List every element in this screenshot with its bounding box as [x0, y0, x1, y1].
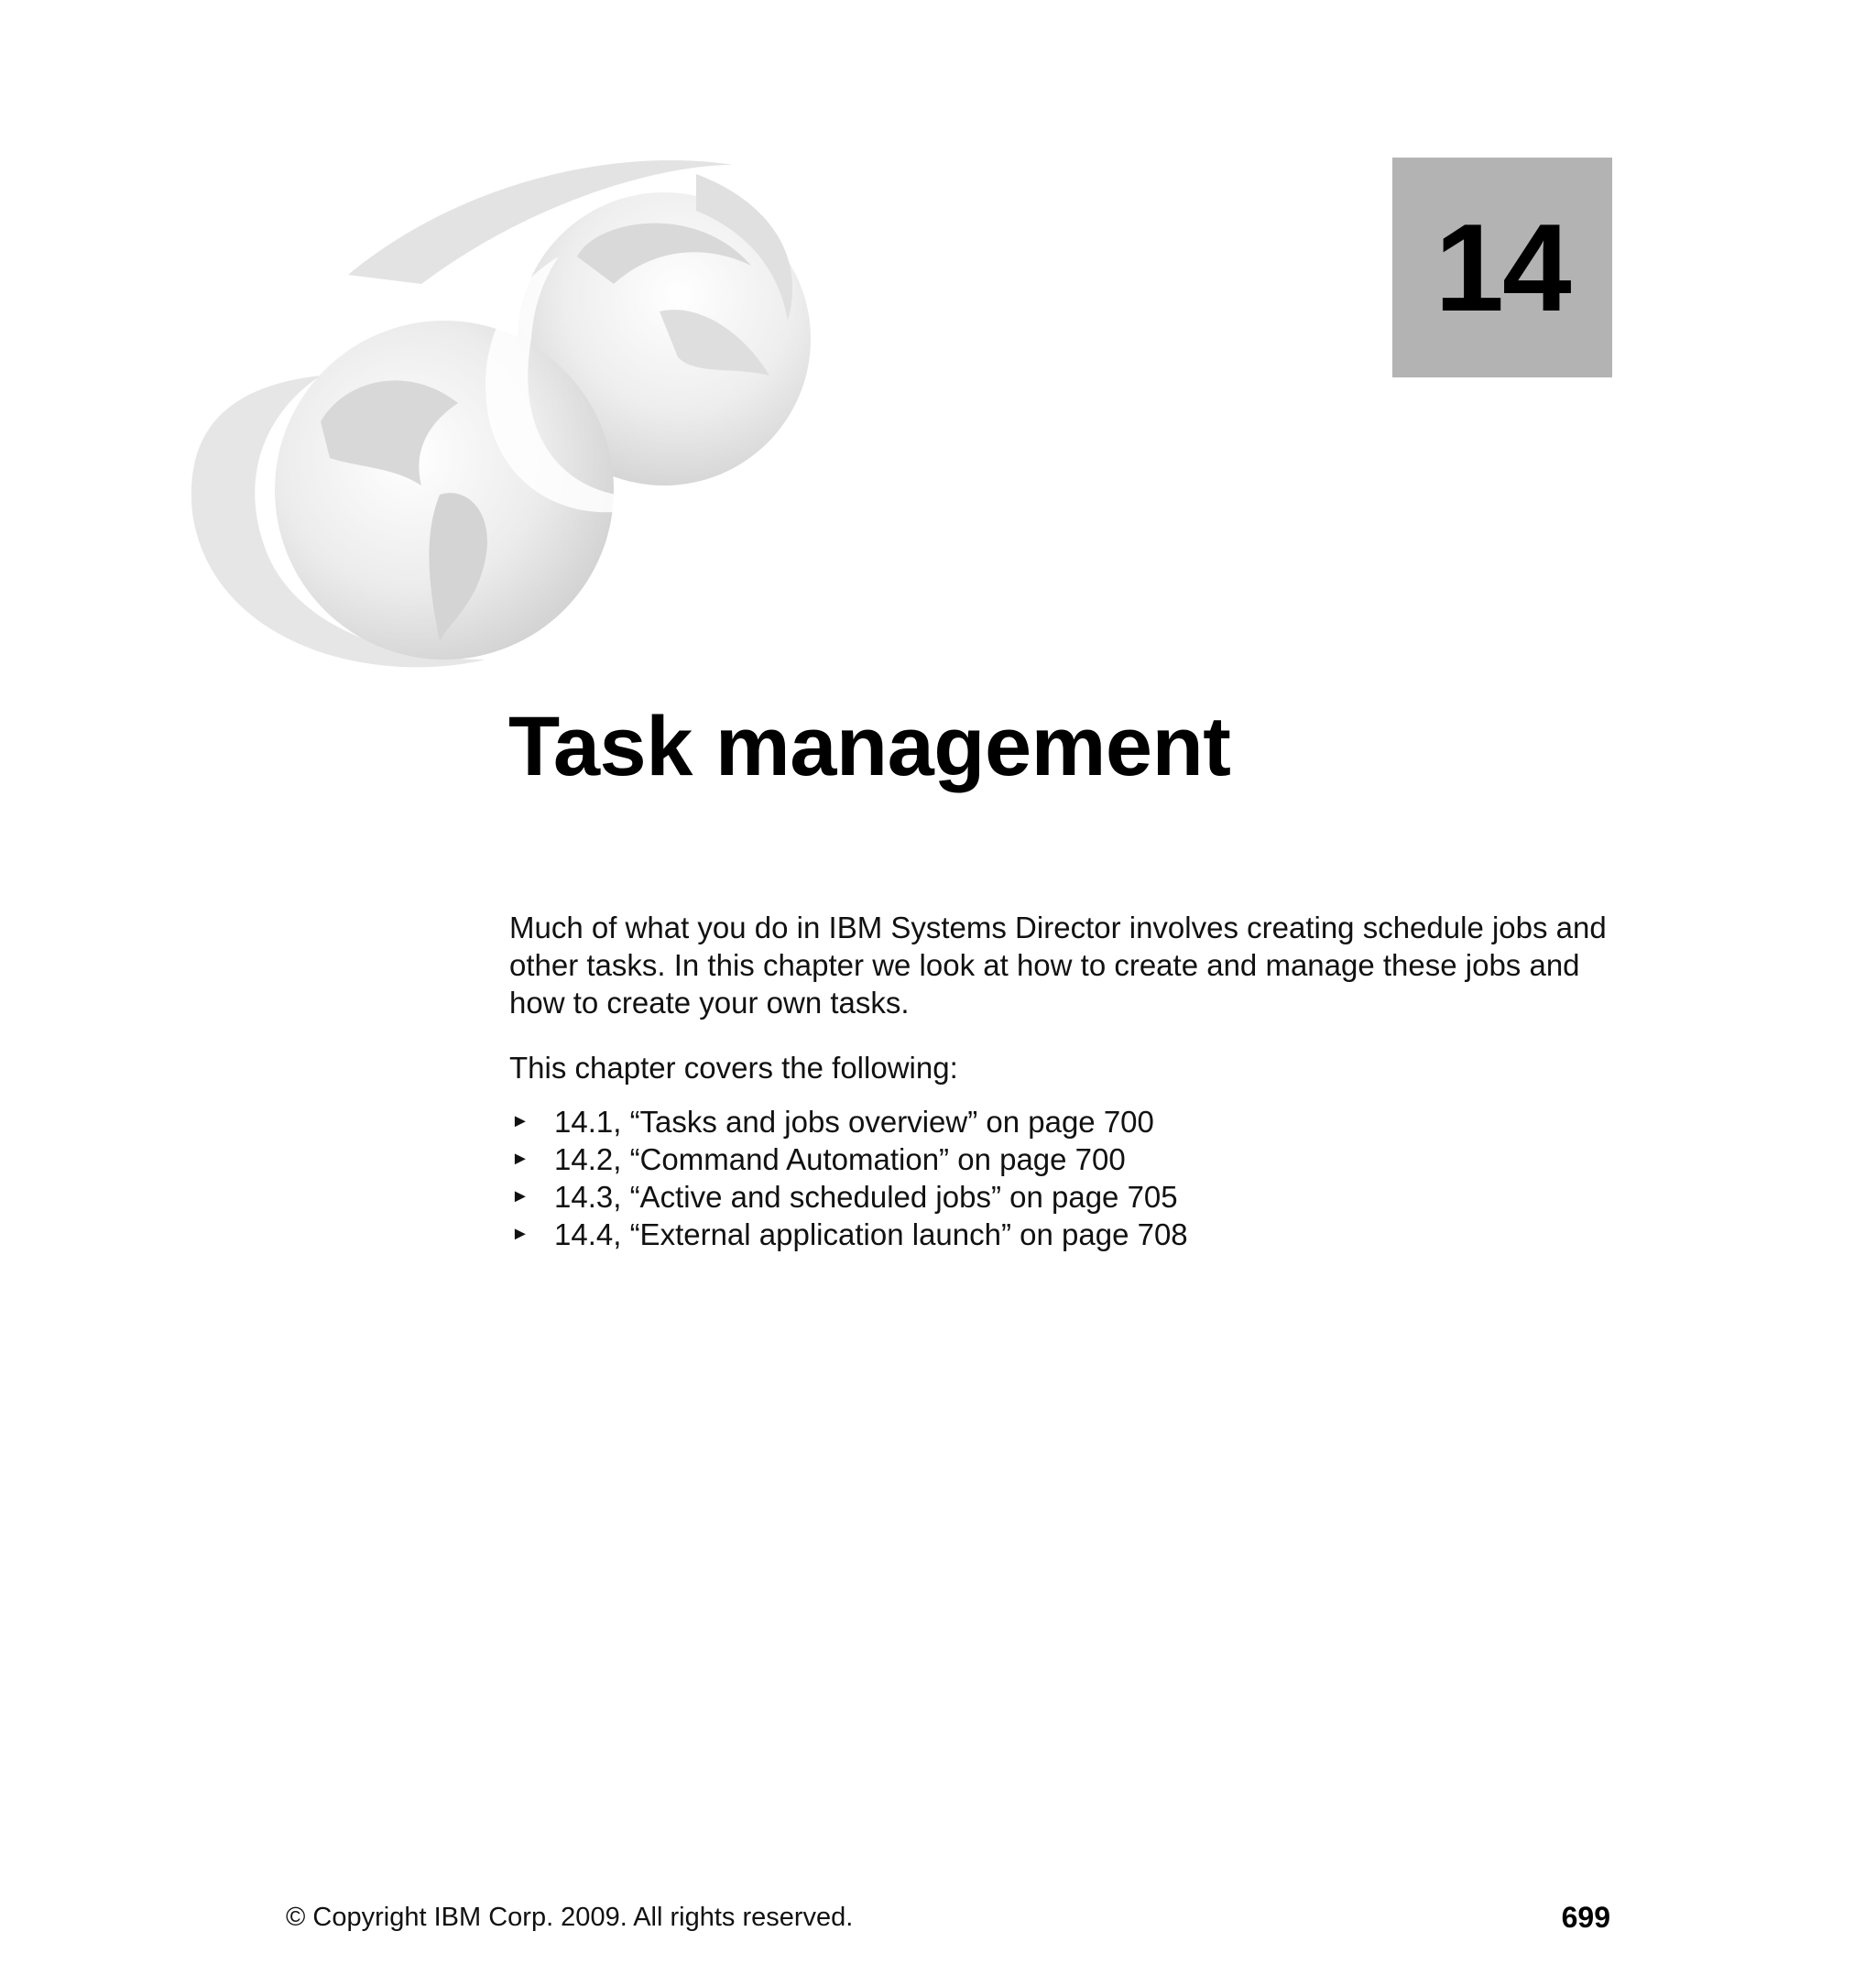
chapter-number-box: [1392, 158, 1612, 377]
chapter-toc-list: [509, 1103, 1636, 1253]
intro-paragraph: Much of what you do in IBM Systems Director involves creating schedule jobs and other tasks. In this chapter we look at how to create and manage these jobs and how to create your own tasks.: [509, 911, 1607, 1020]
triangle-bullet-icon: ►: [511, 1186, 529, 1206]
toc-item-link[interactable]: 14.1, “Tasks and jobs overview” on page 700: [554, 1105, 1154, 1139]
chapter-number: 14: [1434, 198, 1570, 337]
toc-item-link[interactable]: 14.2, “Command Automation” on page 700: [554, 1142, 1126, 1176]
covers-label: This chapter covers the following:: [509, 1051, 958, 1085]
chapter-title: Task management: [508, 700, 1231, 793]
toc-item[interactable]: [509, 1216, 1636, 1253]
triangle-bullet-icon: ►: [511, 1149, 529, 1169]
toc-item-link[interactable]: 14.3, “Active and scheduled jobs” on page 705: [554, 1180, 1178, 1214]
triangle-bullet-icon: ►: [511, 1224, 529, 1244]
toc-item[interactable]: [509, 1103, 1636, 1140]
toc-item[interactable]: [509, 1140, 1636, 1178]
globe-swirl-logo: [183, 147, 843, 678]
chapter-intro: [509, 909, 1636, 1253]
toc-item-link[interactable]: 14.4, “External application launch” on page 708: [554, 1217, 1188, 1251]
footer-page-number: 699: [1561, 1901, 1610, 1934]
toc-item[interactable]: [509, 1178, 1636, 1216]
footer-copyright: © Copyright IBM Corp. 2009. All rights reserved.: [286, 1903, 854, 1932]
triangle-bullet-icon: ►: [511, 1111, 529, 1131]
